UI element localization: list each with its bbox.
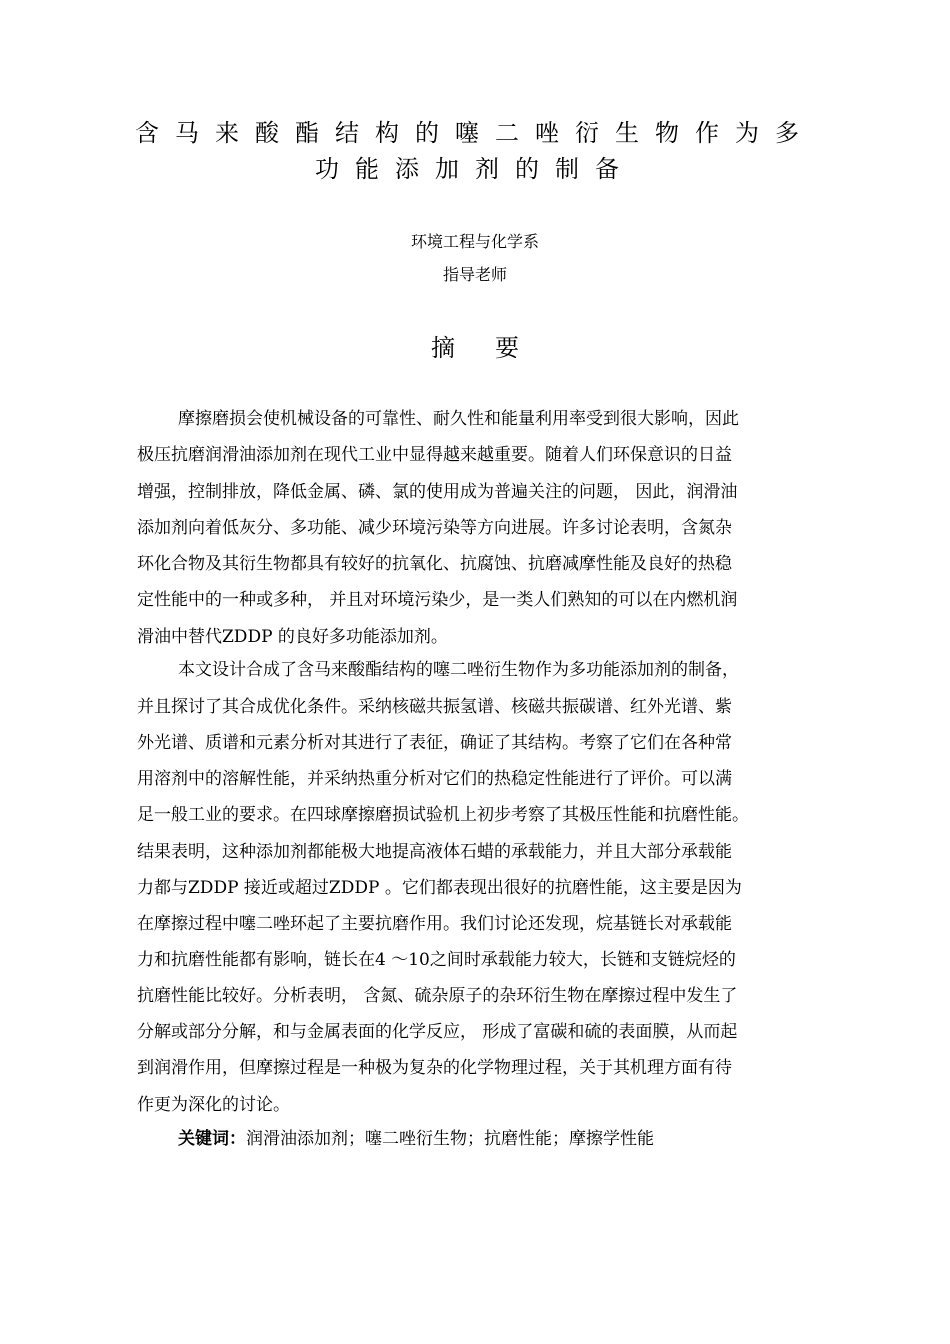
paragraph-2-line: 分解或部分分解，和与金属表面的化学反应， 形成了富碳和硫的表面膜，从而起 xyxy=(137,1022,738,1042)
paragraph-1-line: 环化合物及其衍生物都具有较好的抗氧化、抗腐蚀、抗磨减摩性能及良好的热稳 xyxy=(137,554,732,574)
paragraph-2-line: 结果表明，这种添加剂都能极大地提高液体石蜡的承载能力，并且大部分承载能 xyxy=(137,842,732,862)
paragraph-2-line: 并且探讨了其合成优化条件。采纳核磁共振氢谱、核磁共振碳谱、红外光谱、紫 xyxy=(137,697,732,717)
paragraph-2-line: 本文设计合成了含马来酸酯结构的噻二唑衍生物作为多功能添加剂的制备， xyxy=(178,660,739,680)
paragraph-1-line: 滑油中替代ZDDP 的良好多功能添加剂。 xyxy=(137,627,448,647)
paragraph-1-line: 定性能中的一种或多种， 并且对环境污染少，是一类人们熟知的可以在内燃机润 xyxy=(137,590,738,610)
keywords-label: 关键词： xyxy=(178,1129,246,1149)
paragraph-2-line: 到润滑作用，但摩擦过程是一种极为复杂的化学物理过程，关于其机理方面有待 xyxy=(137,1058,732,1078)
paragraph-1-line: 增强，控制排放，降低金属、磷、氯的使用成为普遍关注的问题， 因此，润滑油 xyxy=(137,482,738,502)
advisor: 指导老师 xyxy=(442,265,507,284)
paragraph-2-line: 足一般工业的要求。在四球摩擦磨损试验机上初步考察了其极压性能和抗磨性能。 xyxy=(137,805,749,825)
title-line-1: 含马来酸酯结构的噻二唑衍生物作为多 xyxy=(135,119,815,147)
keywords-text: 润滑油添加剂；噻二唑衍生物；抗磨性能；摩擦学性能 xyxy=(246,1129,654,1149)
paragraph-1-line: 极压抗磨润滑油添加剂在现代工业中显得越来越重要。随着人们环保意识的日益 xyxy=(137,445,732,465)
paragraph-1-line: 摩擦磨损会使机械设备的可靠性、耐久性和能量利用率受到很大影响，因此 xyxy=(178,409,739,429)
paragraph-2-line: 力都与ZDDP 接近或超过ZDDP 。它们都表现出很好的抗磨性能，这主要是因为 xyxy=(137,878,742,898)
abstract-heading: 摘要 xyxy=(431,334,559,362)
paragraph-2-line: 用溶剂中的溶解性能，并采纳热重分析对它们的热稳定性能进行了评价。可以满 xyxy=(137,769,732,789)
title-line-2: 功能添加剂的制备 xyxy=(315,155,635,183)
paragraph-2-line: 在摩擦过程中噻二唑环起了主要抗磨作用。我们讨论还发现，烷基链长对承载能 xyxy=(137,914,732,934)
paragraph-2-line: 外光谱、质谱和元素分析对其进行了表征，确证了其结构。考察了它们在各种常 xyxy=(137,733,732,753)
paragraph-2-line: 力和抗磨性能都有影响，链长在4 ～10之间时承载能力较大，长链和支链烷烃的 xyxy=(137,950,736,970)
department: 环境工程与化学系 xyxy=(410,232,539,251)
keywords xyxy=(178,1128,654,1150)
paragraph-1-line: 添加剂向着低灰分、多功能、减少环境污染等方向进展。许多讨论表明，含氮杂 xyxy=(137,518,732,538)
paragraph-2-line: 抗磨性能比较好。分析表明， 含氮、硫杂原子的杂环衍生物在摩擦过程中发生了 xyxy=(137,986,738,1006)
paragraph-2-line: 作更为深化的讨论。 xyxy=(137,1095,290,1115)
